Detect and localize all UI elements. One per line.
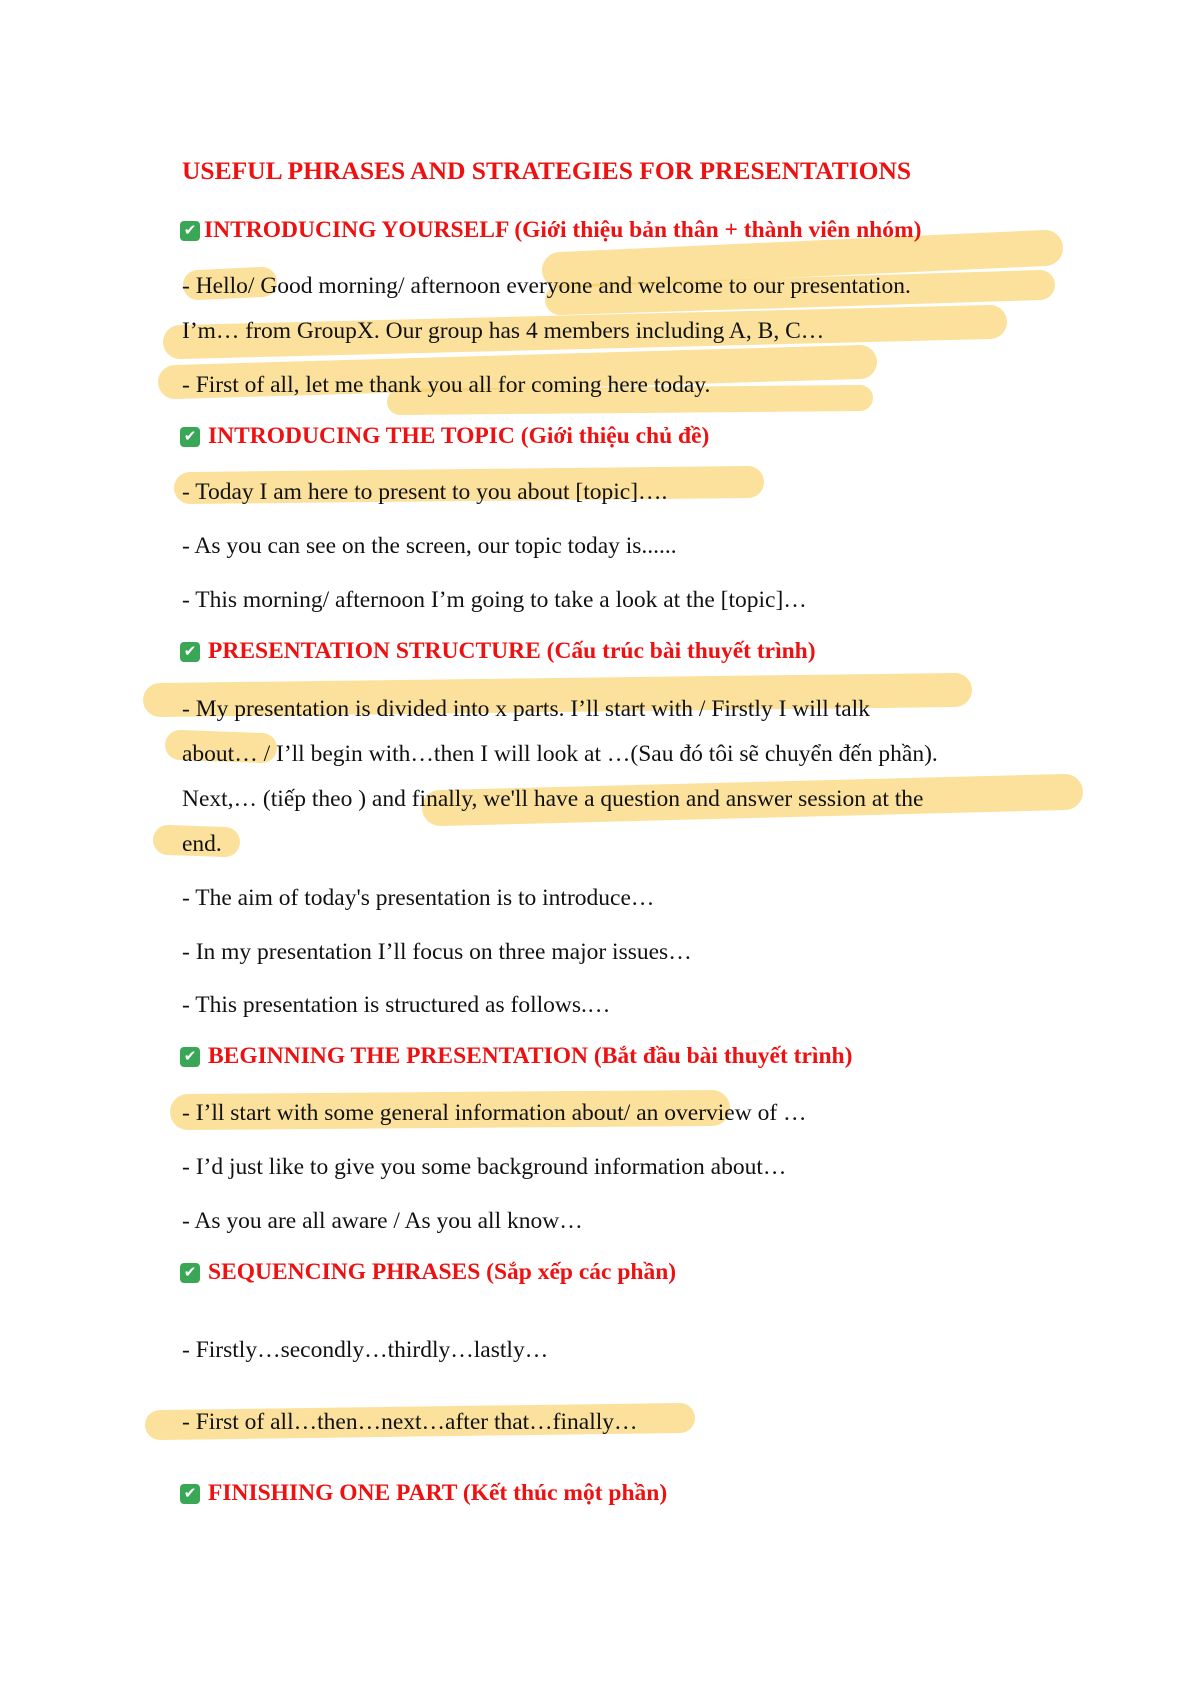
section-heading-beginning-presentation — [180, 1043, 852, 1070]
section-heading-introducing-topic — [180, 423, 709, 450]
heading-text: INTRODUCING YOURSELF (Giới thiệu bản thân + thành viên nhóm) — [204, 217, 922, 243]
heading-text: PRESENTATION STRUCTURE (Cấu trúc bài thuyết trình) — [208, 638, 816, 664]
phrase-line: - I’d just like to give you some background information about… — [182, 1154, 787, 1180]
heading-text: SEQUENCING PHRASES (Sắp xếp các phần) — [208, 1259, 677, 1285]
phrase-line: - The aim of today's presentation is to introduce… — [182, 885, 655, 911]
section-heading-presentation-structure — [180, 638, 816, 665]
phrase-line: I’m… from GroupX. Our group has 4 members including A, B, C… — [182, 318, 825, 344]
check-mark-icon: ✔ — [180, 1263, 200, 1283]
phrase-line: - In my presentation I’ll focus on three major issues… — [182, 939, 692, 965]
phrase-line: end. — [182, 831, 222, 857]
section-heading-introducing-yourself — [180, 217, 921, 244]
heading-text: FINISHING ONE PART (Kết thúc một phần) — [208, 1480, 668, 1506]
check-mark-icon: ✔ — [180, 1047, 200, 1067]
phrase-line: - As you are all aware / As you all know… — [182, 1208, 583, 1234]
heading-text: INTRODUCING THE TOPIC (Giới thiệu chủ đề) — [208, 423, 710, 449]
phrase-line: - As you can see on the screen, our topic today is...... — [182, 533, 677, 559]
heading-text: BEGINNING THE PRESENTATION (Bắt đầu bài thuyết trình) — [208, 1043, 853, 1069]
check-mark-icon: ✔ — [180, 221, 200, 241]
phrase-line: - This presentation is structured as follows.… — [182, 992, 611, 1018]
check-mark-icon: ✔ — [180, 427, 200, 447]
check-mark-icon: ✔ — [180, 1484, 200, 1504]
phrase-line: about… / I’ll begin with…then I will look at …(Sau đó tôi sẽ chuyển đến phần). — [182, 741, 938, 767]
check-mark-icon: ✔ — [180, 642, 200, 662]
phrase-line: - Today I am here to present to you about [topic]…. — [182, 479, 668, 505]
phrase-line: - I’ll start with some general information about/ an overview of … — [182, 1100, 807, 1126]
section-heading-finishing-one-part — [180, 1480, 667, 1507]
section-heading-sequencing-phrases — [180, 1259, 676, 1286]
phrase-line: - First of all…then…next…after that…finally… — [182, 1409, 638, 1435]
phrase-line: Next,… (tiếp theo ) and finally, we'll have a question and answer session at the — [182, 786, 924, 812]
phrase-line: - First of all, let me thank you all for coming here today. — [182, 372, 711, 398]
phrase-line: - Firstly…secondly…thirdly…lastly… — [182, 1337, 549, 1363]
phrase-line: - My presentation is divided into x parts. I’ll start with / Firstly I will talk — [182, 696, 870, 722]
phrase-line: - This morning/ afternoon I’m going to take a look at the [topic]… — [182, 587, 807, 613]
document-title: USEFUL PHRASES AND STRATEGIES FOR PRESENTATIONS — [182, 156, 912, 185]
phrase-line: - Hello/ Good morning/ afternoon everyone and welcome to our presentation. — [182, 273, 911, 299]
